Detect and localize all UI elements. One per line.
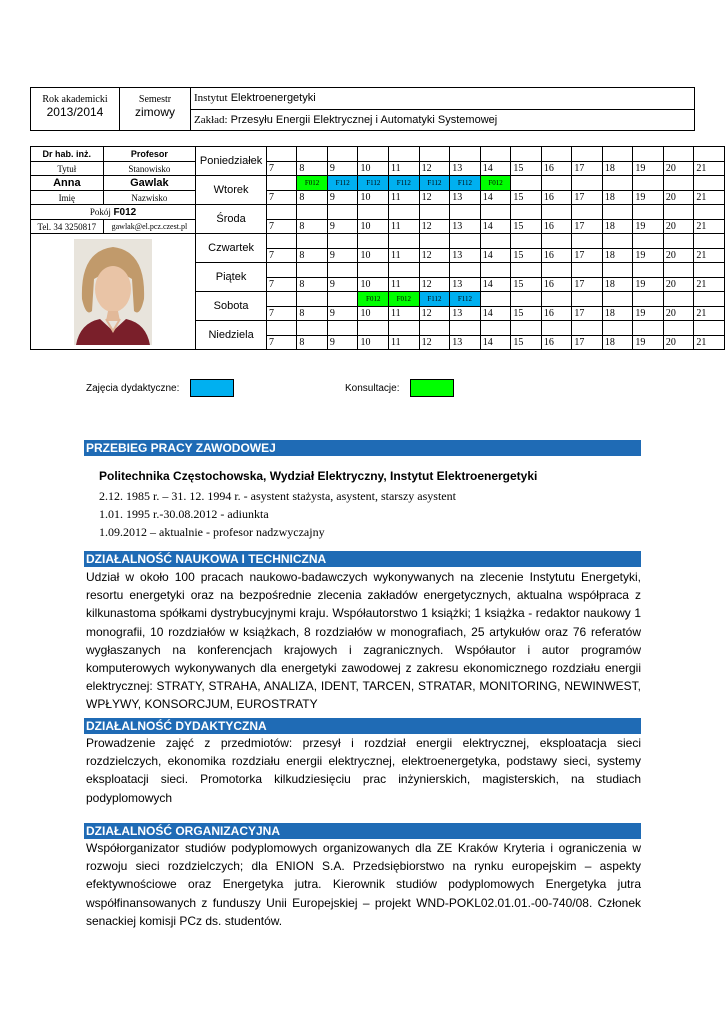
schedule-slot (480, 147, 511, 162)
hour-label: 17 (572, 249, 603, 263)
hour-label: 12 (419, 249, 450, 263)
hour-label: 11 (389, 249, 420, 263)
schedule-slot-filled: F112 (389, 176, 420, 191)
schedule-table (30, 146, 725, 350)
schedule-slot (511, 147, 542, 162)
schedule-slot (450, 205, 481, 220)
hour-label: 7 (266, 278, 296, 292)
hour-label: 10 (358, 307, 389, 321)
hour-label: 7 (266, 307, 296, 321)
schedule-slot (358, 263, 389, 278)
hour-label: 17 (572, 278, 603, 292)
schedule-slot (266, 321, 296, 336)
hour-label: 14 (480, 278, 511, 292)
hour-label: 15 (511, 278, 542, 292)
schedule-slot (266, 292, 296, 307)
hour-label: 16 (541, 307, 572, 321)
research-text (86, 568, 641, 714)
hour-label: 15 (511, 336, 542, 350)
hour-label: 8 (297, 191, 328, 205)
person-photo (74, 239, 152, 345)
schedule-slot (541, 205, 572, 220)
section-teaching-heading: DZIAŁALNOŚĆ DYDAKTYCZNA (84, 718, 641, 734)
career-line: 1.09.2012 – aktualnie - profesor nadzwyczajny (99, 525, 325, 539)
hour-label: 17 (572, 220, 603, 234)
day-name-4: Piątek (196, 263, 267, 292)
hour-label: 13 (450, 307, 481, 321)
schedule-slot-row (31, 176, 725, 191)
schedule-slot (419, 147, 450, 162)
hour-label: 20 (663, 249, 694, 263)
hour-label: 13 (450, 162, 481, 176)
schedule-slot (541, 176, 572, 191)
hour-label: 8 (297, 249, 328, 263)
career-line: 2.12. 1985 r. – 31. 12. 1994 r. - asystent stażysta, asystent, starszy asystent (99, 489, 456, 503)
hour-label: 16 (541, 191, 572, 205)
day-name-2: Środa (196, 205, 267, 234)
hour-label: 9 (327, 278, 358, 292)
hour-label: 9 (327, 162, 358, 176)
hour-label: 14 (480, 307, 511, 321)
hour-label: 8 (297, 307, 328, 321)
career-line: 1.01. 1995 r.-30.08.2012 - adiunkta (99, 507, 269, 521)
hour-label: 20 (663, 191, 694, 205)
schedule-slot (541, 321, 572, 336)
last-name-label: Nazwisko (103, 191, 196, 205)
day-name-0: Poniedziałek (196, 147, 267, 176)
hour-label: 15 (511, 162, 542, 176)
schedule-slot (572, 147, 603, 162)
room-number: F012 (113, 206, 137, 218)
schedule-slot (450, 263, 481, 278)
schedule-slot (602, 147, 633, 162)
section-career-heading: PRZEBIEG PRACY ZAWODOWEJ (84, 440, 641, 456)
schedule-slot (633, 147, 664, 162)
phone: Tel. 34 3250817 (31, 220, 104, 234)
schedule-slot (633, 263, 664, 278)
email[interactable]: gawlak@el.pcz.czest.pl (103, 220, 196, 234)
hour-label: 19 (633, 191, 664, 205)
schedule-hour-row (31, 220, 725, 234)
department-label: Zakład: (194, 114, 228, 126)
schedule-slot (266, 234, 296, 249)
schedule-slot (327, 147, 358, 162)
schedule-slot (266, 205, 296, 220)
hour-label: 18 (602, 191, 633, 205)
schedule-slot (663, 292, 694, 307)
schedule-slot (327, 263, 358, 278)
schedule-slot (419, 205, 450, 220)
degree: Dr hab. inż. (31, 147, 104, 162)
schedule-slot (633, 292, 664, 307)
career-lines (99, 487, 456, 541)
legend-consult-swatch (410, 379, 454, 397)
hour-label: 8 (297, 220, 328, 234)
department-name: Przesyłu Energii Elektrycznej i Automatyki Systemowej (230, 114, 498, 126)
schedule-slot (358, 321, 389, 336)
hour-label: 12 (419, 162, 450, 176)
legend-consult-label: Konsultacje: (345, 383, 400, 394)
position: Profesor (103, 147, 196, 162)
schedule-slot (633, 205, 664, 220)
schedule-slot (511, 176, 542, 191)
hour-label: 19 (633, 249, 664, 263)
schedule-slot (480, 263, 511, 278)
hour-label: 9 (327, 307, 358, 321)
academic-year: 2013/2014 (46, 105, 104, 119)
hour-label: 21 (694, 191, 725, 205)
schedule-slot (327, 321, 358, 336)
schedule-slot-filled: F112 (327, 176, 358, 191)
hour-label: 19 (633, 336, 664, 350)
hour-label: 12 (419, 307, 450, 321)
schedule-slot-filled: F012 (389, 292, 420, 307)
schedule-slot-filled: F112 (358, 176, 389, 191)
hour-label: 19 (633, 307, 664, 321)
schedule-slot (511, 321, 542, 336)
hour-label: 14 (480, 249, 511, 263)
section-research-heading: DZIAŁALNOŚĆ NAUKOWA I TECHNICZNA (84, 551, 641, 567)
schedule-slot (511, 263, 542, 278)
hour-label: 21 (694, 336, 725, 350)
schedule-slot-filled: F112 (419, 176, 450, 191)
hour-label: 11 (389, 220, 420, 234)
last-name: Gawlak (103, 176, 196, 191)
schedule-slot (389, 321, 420, 336)
hour-label: 14 (480, 162, 511, 176)
schedule-slot (389, 234, 420, 249)
first-name: Anna (31, 176, 104, 191)
hour-label: 20 (663, 162, 694, 176)
schedule-slot (602, 263, 633, 278)
schedule-slot (511, 292, 542, 307)
hour-label: 11 (389, 307, 420, 321)
hour-label: 17 (572, 191, 603, 205)
schedule-slot (572, 292, 603, 307)
schedule-slot (266, 147, 296, 162)
day-name-6: Niedziela (196, 321, 267, 350)
hour-label: 12 (419, 191, 450, 205)
schedule-slot-filled: F012 (358, 292, 389, 307)
schedule-slot (480, 205, 511, 220)
hour-label: 8 (297, 336, 328, 350)
hour-label: 13 (450, 336, 481, 350)
hour-label: 10 (358, 191, 389, 205)
hour-label: 16 (541, 249, 572, 263)
hour-label: 19 (633, 220, 664, 234)
schedule-slot (633, 234, 664, 249)
schedule-slot (663, 176, 694, 191)
room-cell (31, 205, 196, 220)
hour-label: 20 (663, 307, 694, 321)
hour-label: 11 (389, 162, 420, 176)
schedule-slot (480, 321, 511, 336)
hour-label: 17 (572, 307, 603, 321)
hour-label: 17 (572, 336, 603, 350)
hour-label: 10 (358, 278, 389, 292)
schedule-slot (389, 263, 420, 278)
schedule-slot (572, 321, 603, 336)
hour-label: 13 (450, 278, 481, 292)
department-row (191, 110, 694, 130)
hour-label: 20 (663, 278, 694, 292)
hour-label: 15 (511, 191, 542, 205)
schedule-slot (419, 321, 450, 336)
legend-teaching-label: Zajęcia dydaktyczne: (86, 383, 180, 394)
hour-label: 7 (266, 220, 296, 234)
hour-label: 21 (694, 220, 725, 234)
day-name-5: Sobota (196, 292, 267, 321)
hour-label: 16 (541, 278, 572, 292)
schedule-slot (602, 321, 633, 336)
academic-year-cell (31, 88, 120, 130)
semester-label: Semestr (138, 94, 172, 105)
teaching-paragraph: Prowadzenie zajęć z przedmiotów: przesył i rozdział energii elektrycznej, eksploatacja sieci rozdzielczych, ekonomika rozdziału energii elektrycznej, elektroenergetyka, podstawy sieci, systemy eksploatacji sieci. Promotorka kilkudziesięciu prac inżynierskich, magisterskich, na studiach podyplomowych (86, 736, 641, 805)
schedule-slot (419, 263, 450, 278)
hour-label: 18 (602, 220, 633, 234)
first-name-label: Imię (31, 191, 104, 205)
schedule-slot (450, 147, 481, 162)
hour-label: 17 (572, 162, 603, 176)
hour-label: 15 (511, 307, 542, 321)
schedule-slot (327, 292, 358, 307)
room-label: Pokój (89, 206, 111, 217)
hour-label: 13 (450, 220, 481, 234)
hour-label: 16 (541, 336, 572, 350)
hour-label: 7 (266, 336, 296, 350)
academic-year-label: Rok akademicki (42, 94, 108, 105)
hour-label: 15 (511, 220, 542, 234)
schedule-slot (389, 147, 420, 162)
hour-label: 21 (694, 278, 725, 292)
schedule-slot (572, 205, 603, 220)
schedule-slot (541, 147, 572, 162)
photo-cell (31, 234, 196, 350)
hour-label: 12 (419, 278, 450, 292)
schedule-slot (297, 234, 328, 249)
section-organization-heading: DZIAŁALNOŚĆ ORGANIZACYJNA (84, 823, 641, 839)
schedule-slot (297, 292, 328, 307)
hour-label: 12 (419, 220, 450, 234)
schedule-slot (572, 176, 603, 191)
hour-label: 8 (297, 278, 328, 292)
hour-label: 11 (389, 336, 420, 350)
schedule-slot (480, 234, 511, 249)
hour-label: 14 (480, 220, 511, 234)
schedule-slot (358, 147, 389, 162)
schedule-slot (602, 234, 633, 249)
header-box (30, 87, 695, 131)
schedule-slot (541, 292, 572, 307)
hour-label: 18 (602, 249, 633, 263)
hour-label: 13 (450, 191, 481, 205)
schedule-slot-filled: F012 (297, 176, 328, 191)
hour-label: 9 (327, 191, 358, 205)
schedule-slot (572, 234, 603, 249)
schedule-slot (297, 147, 328, 162)
hour-label: 16 (541, 162, 572, 176)
teaching-text (86, 734, 641, 807)
schedule-slot-filled: F112 (450, 292, 481, 307)
institute-label: Instytut (194, 92, 228, 104)
schedule-slot (694, 205, 725, 220)
legend-teaching-swatch (190, 379, 234, 397)
hour-label: 21 (694, 249, 725, 263)
schedule-slot (511, 234, 542, 249)
schedule-slot (694, 292, 725, 307)
schedule-slot (694, 263, 725, 278)
schedule-slot (541, 234, 572, 249)
hour-label: 18 (602, 162, 633, 176)
schedule-slot (633, 321, 664, 336)
hour-label: 10 (358, 162, 389, 176)
hour-label: 7 (266, 191, 296, 205)
hour-label: 18 (602, 278, 633, 292)
hour-label: 9 (327, 336, 358, 350)
hour-label: 14 (480, 336, 511, 350)
organization-paragraph: Współorganizator studiów podyplomowych organizowanych dla ZE Kraków Kryteria i ograniczenia w rozwoju sieci rozdzielczych; dla ENION S.A. Przedsiębiorstwo na rynku europejskim – aspekty efektywnościowe oraz Energetyka jutra. Kierownik studiów podyplomowych Energetyka jutra współfinansowanych z funduszy Unii Europejskiej – projekt WND-POKL02.01.01.-00-740/08. Członek senackiej komisji PCz ds. studentów. (86, 841, 641, 928)
schedule-slot (541, 263, 572, 278)
schedule-slot (602, 292, 633, 307)
hour-label: 11 (389, 191, 420, 205)
schedule-slot-row (31, 205, 725, 220)
research-paragraph: Udział w około 100 pracach naukowo-badawczych wykonywanych na zlecenie Instytutu Energetyki, resortu energetyki oraz na bezpośrednie zlecenia zakładów energetycznych, aktualna współpraca z kilkunastoma spółkami dystrybucyjnymi kraju. Współautorstwo 1 książki; 1 książka - redaktor naukowy 1 monografii, 10 rozdziałów w książkach, 8 rozdziałów w monografiach, 25 artykułów oraz 76 referatów wygłaszanych na konferencjach krajowych i zagranicznych. Współautor i autor programów komputerowych wykonywanych dla energetyki zawodowej z zakresu ekonomicznego rozdziału energii elektrycznej: STRATY, STRAHA, ANALIZA, IDENT, TARCEN, STRATAR, MONITORING, NEWINWEST, WPŁYWY, KONSORCJUM, EUROSTRATY (86, 570, 641, 712)
hour-label: 12 (419, 336, 450, 350)
hour-label: 10 (358, 220, 389, 234)
schedule-slot (602, 176, 633, 191)
position-label: Stanowisko (103, 162, 196, 176)
hour-label: 18 (602, 307, 633, 321)
schedule-slot (572, 263, 603, 278)
schedule-slot (694, 321, 725, 336)
schedule-slot (480, 292, 511, 307)
institute-name: Elektroenergetyki (230, 92, 316, 104)
hour-label: 16 (541, 220, 572, 234)
schedule-hour-row (31, 162, 725, 176)
schedule-slot (389, 205, 420, 220)
schedule-slot-row (31, 234, 725, 249)
schedule-slot (297, 205, 328, 220)
institute-cell (191, 88, 694, 130)
organization-text (86, 839, 641, 930)
schedule-slot (297, 321, 328, 336)
hour-label: 18 (602, 336, 633, 350)
title-label: Tytuł (31, 162, 104, 176)
semester-cell (120, 88, 191, 130)
schedule-slot (694, 176, 725, 191)
schedule-slot (266, 176, 296, 191)
day-name-1: Wtorek (196, 176, 267, 205)
institute-row (191, 88, 694, 110)
schedule-slot-filled: F112 (450, 176, 481, 191)
hour-label: 9 (327, 220, 358, 234)
schedule-slot (633, 176, 664, 191)
hour-label: 14 (480, 191, 511, 205)
schedule-slot (450, 321, 481, 336)
schedule-slot (694, 147, 725, 162)
schedule-slot (358, 234, 389, 249)
hour-label: 9 (327, 249, 358, 263)
schedule-slot (327, 205, 358, 220)
career-employer: Politechnika Częstochowska, Wydział Elektryczny, Instytut Elektroenergetyki (99, 469, 538, 483)
schedule-slot (694, 234, 725, 249)
hour-label: 19 (633, 162, 664, 176)
schedule-slot (663, 234, 694, 249)
day-name-3: Czwartek (196, 234, 267, 263)
schedule-slot (419, 234, 450, 249)
hour-label: 10 (358, 249, 389, 263)
hour-label: 21 (694, 307, 725, 321)
schedule-slot (663, 321, 694, 336)
schedule-slot (358, 205, 389, 220)
schedule-slot (511, 205, 542, 220)
hour-label: 19 (633, 278, 664, 292)
hour-label: 20 (663, 336, 694, 350)
schedule-slot (602, 205, 633, 220)
hour-label: 11 (389, 278, 420, 292)
schedule-slot (450, 234, 481, 249)
hour-label: 10 (358, 336, 389, 350)
schedule-slot-filled: F112 (419, 292, 450, 307)
schedule-slot (663, 263, 694, 278)
schedule-slot-row (31, 147, 725, 162)
hour-label: 20 (663, 220, 694, 234)
schedule-slot (663, 205, 694, 220)
schedule-slot (297, 263, 328, 278)
hour-label: 21 (694, 162, 725, 176)
hour-label: 7 (266, 162, 296, 176)
semester: zimowy (134, 105, 175, 119)
schedule-slot (266, 263, 296, 278)
schedule-slot (327, 234, 358, 249)
hour-label: 7 (266, 249, 296, 263)
schedule-slot (663, 147, 694, 162)
schedule-hour-row (31, 191, 725, 205)
hour-label: 8 (297, 162, 328, 176)
schedule-slot-filled: F012 (480, 176, 511, 191)
hour-label: 15 (511, 249, 542, 263)
hour-label: 13 (450, 249, 481, 263)
